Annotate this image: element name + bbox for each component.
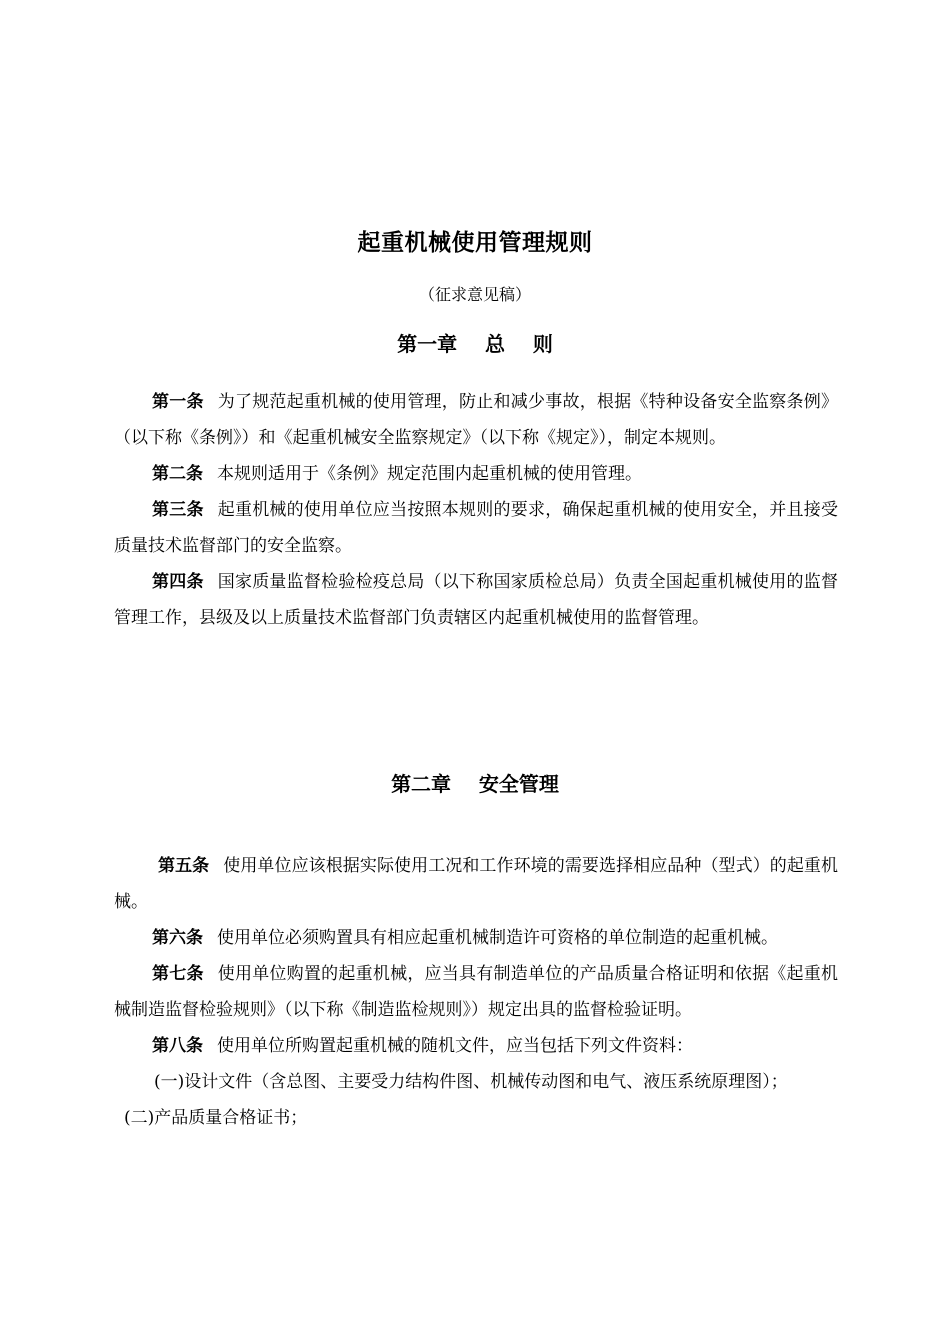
article-3 xyxy=(114,492,838,564)
article-2 xyxy=(114,456,838,492)
article-label: 第五条 xyxy=(158,856,210,876)
article-8 xyxy=(114,1028,838,1064)
chapter-2-heading: 第二章 安全管理 xyxy=(391,772,559,796)
chapter-2-body xyxy=(114,848,838,1136)
article-text: 本规则适用于《条例》规定范围内起重机械的使用管理。 xyxy=(217,464,642,484)
article-text: 为了规范起重机械的使用管理，防止和减少事故，根据《特种设备安全监察条例》（以下称《条例》）和《起重机械安全监察规定》（以下称《规定》），制定本规则。 xyxy=(114,392,839,448)
article-1 xyxy=(114,384,838,456)
chapter-1-body xyxy=(114,384,838,636)
list-item: (二)产品质量合格证书； xyxy=(124,1108,308,1128)
document-title: 起重机械使用管理规则 xyxy=(357,230,593,256)
article-label: 第四条 xyxy=(152,572,204,592)
article-label: 第一条 xyxy=(152,392,204,412)
article-label: 第六条 xyxy=(152,928,203,948)
chapter-1-heading: 第一章 总 则 xyxy=(397,332,553,356)
article-label: 第七条 xyxy=(152,964,204,984)
article-6 xyxy=(114,920,838,956)
article-7 xyxy=(114,956,838,1028)
article-text: 使用单位必须购置具有相应起重机械制造许可资格的单位制造的起重机械。 xyxy=(217,928,778,948)
article-text: 使用单位应该根据实际使用工况和工作环境的需要选择相应品种（型式）的起重机械。 xyxy=(114,856,839,912)
article-text: 起重机械的使用单位应当按照本规则的要求，确保起重机械的使用安全，并且接受质量技术监督部门的安全监察。 xyxy=(114,500,839,556)
article-label: 第八条 xyxy=(152,1036,203,1056)
article-5 xyxy=(114,848,838,920)
article-text: 使用单位所购置起重机械的随机文件，应当包括下列文件资料： xyxy=(217,1036,693,1056)
article-label: 第二条 xyxy=(152,464,203,484)
list-item: (一)设计文件（含总图、主要受力结构件图、机械传动图和电气、液压系统原理图）； xyxy=(154,1072,788,1092)
document-subtitle: （征求意见稿） xyxy=(418,285,531,304)
article-text: 国家质量监督检验检疫总局（以下称国家质检总局）负责全国起重机械使用的监督管理工作，县级及以上质量技术监督部门负责辖区内起重机械使用的监督管理。 xyxy=(114,572,839,628)
article-text: 使用单位购置的起重机械，应当具有制造单位的产品质量合格证明和依据《起重机械制造监督检验规则》（以下称《制造监检规则》）规定出具的监督检验证明。 xyxy=(114,964,839,1020)
article-label: 第三条 xyxy=(152,500,204,520)
article-4 xyxy=(114,564,838,636)
